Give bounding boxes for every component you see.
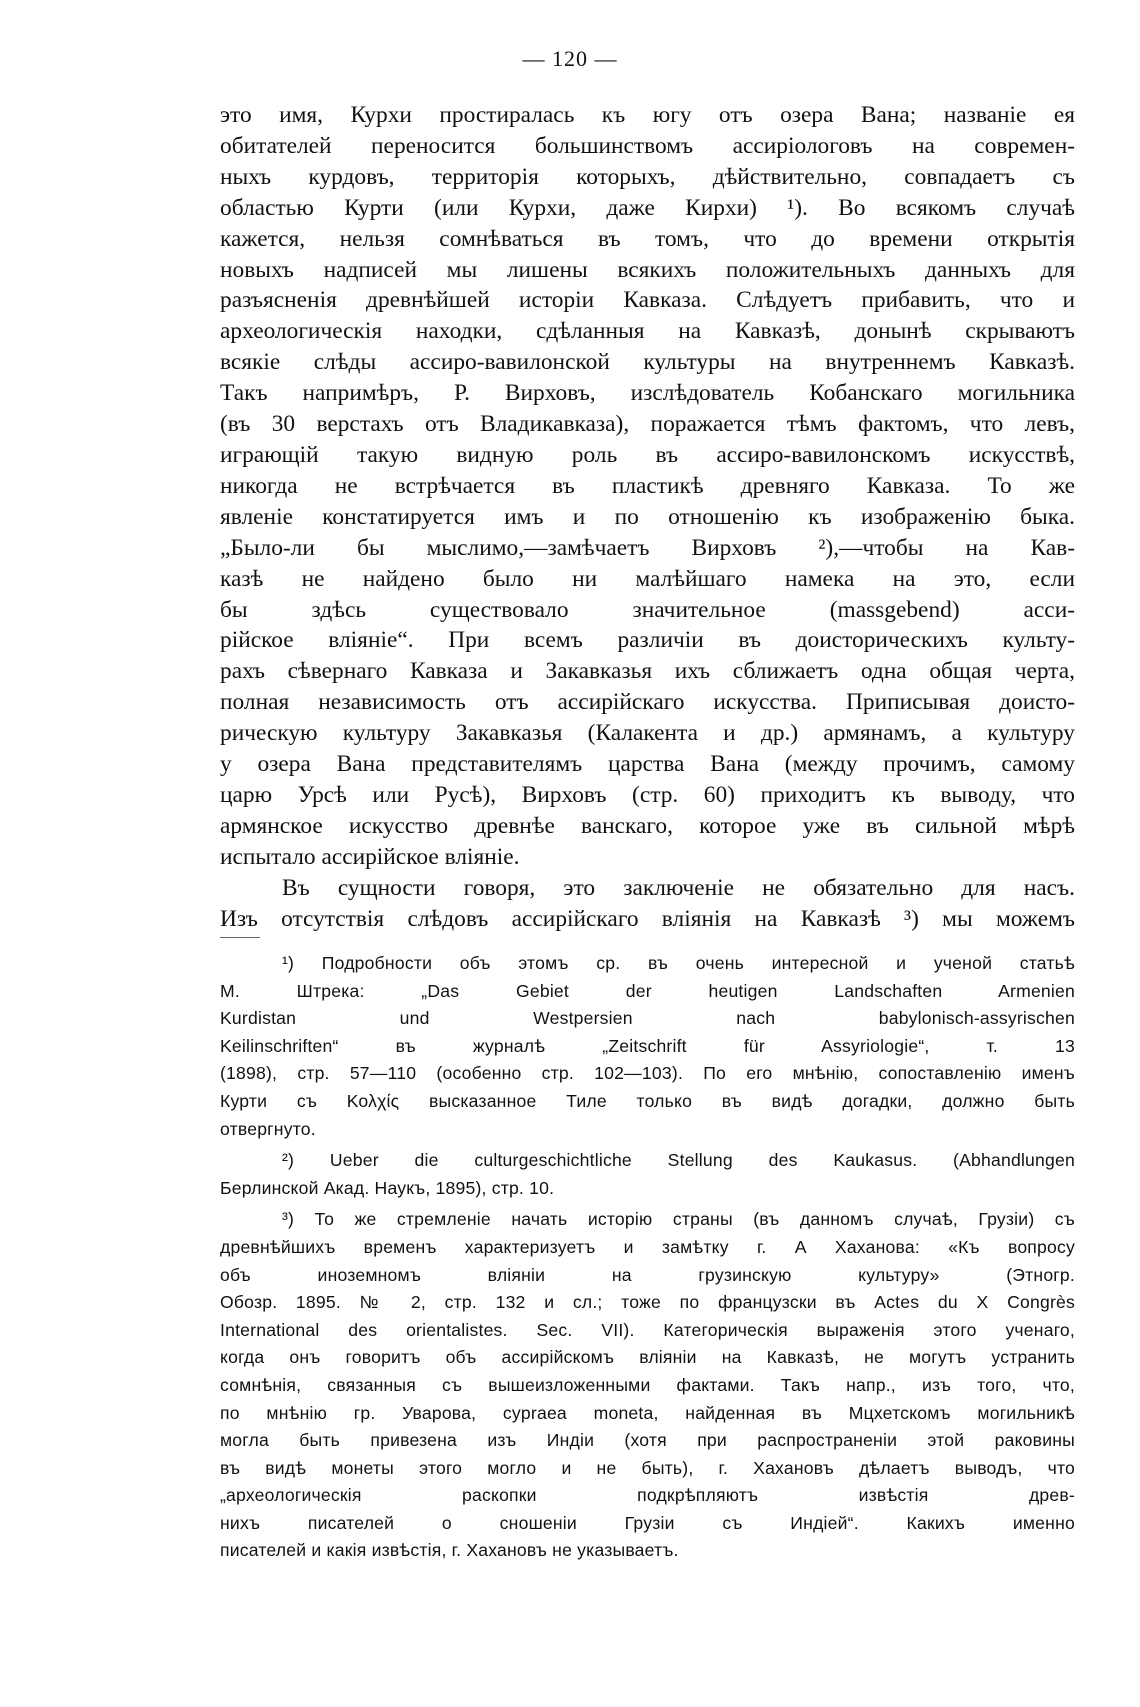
body-line: рахъ сѣвернаго Кавказа и Закавказья ихъ сближаетъ одна общая черта,: [220, 658, 1075, 685]
footnote-line: ²) Ueber die culturgeschichtliche Stellung des Kaukasus. (Abhandlungen: [282, 1150, 1075, 1171]
body-line: полная независимость отъ ассирійскаго искусства. Приписывая доисто-: [220, 689, 1075, 716]
body-line: „Было-ли бы мыслимо,—замѣчаетъ Вирховъ ²),—чтобы на Кав-: [220, 534, 1075, 561]
footnote-line: Обозр. 1895. № 2, стр. 132 и сл.; тоже по французски въ Actes du X Congrès: [220, 1292, 1075, 1313]
body-line: разъясненія древнѣйшей исторіи Кавказа. Слѣдуетъ прибавить, что и: [220, 287, 1075, 314]
body-line: явленіе констатируется имъ и по отношенію къ изображенію быка.: [220, 503, 1075, 530]
footnote-line: въ видѣ монеты этого могло и не быть), г. Хахановъ дѣлаетъ выводъ, что: [220, 1457, 1075, 1478]
footnote-line: „археологическія раскопки подкрѣпляютъ извѣстія древ-: [220, 1485, 1075, 1506]
body-line: это имя, Курхи простиралась къ югу отъ озера Вана; названіе ея: [220, 102, 1075, 128]
footnote-line: ¹) Подробности объ этомъ ср. въ очень интересной и ученой статьѣ: [282, 953, 1075, 973]
body-line: играющій такую видную роль въ ассиро-вавилонскомъ искусствѣ,: [220, 441, 1075, 468]
body-line: Такъ напримѣръ, Р. Вирховъ, изслѣдователь Кобанскаго могильника: [220, 380, 1075, 407]
footnote-line: Курти съ Κολχίς высказанное Тиле только въ видѣ догадки, должно быть: [220, 1090, 1075, 1111]
footnote-line: Keilinschriften“ въ журналѣ „Zeitschrift für Assyriologie“, т. 13: [220, 1035, 1075, 1056]
body-line: Въ сущности говоря, это заключеніе не обязательно для насъ.: [282, 874, 1075, 901]
footnote-line: могла быть привезена изъ Индіи (хотя при распространеніи этой раковины: [220, 1430, 1075, 1451]
body-line: новыхъ надписей мы лишены всякихъ положительныхъ данныхъ для: [220, 256, 1075, 283]
body-line: областью Курти (или Курхи, даже Кирхи) ¹). Во всякомъ случаѣ: [220, 194, 1075, 221]
body-line: армянское искусство древнѣе ванскаго, которое уже въ сильной мѣрѣ: [220, 812, 1075, 839]
footnote-line: Kurdistan und Westpersien nach babylonisch-assyrischen: [220, 1008, 1075, 1029]
footnote-line: по мнѣнію гр. Уварова, cypraea moneta, найденная въ Мцхетскомъ могильникѣ: [220, 1402, 1075, 1423]
page-number: — 120 —: [522, 46, 618, 71]
body-line: (въ 30 верстахъ отъ Владикавказа), поражается тѣмъ фактомъ, что левъ,: [220, 411, 1075, 438]
body-text: [220, 100, 1075, 934]
footnote-separator: [220, 937, 260, 938]
body-line: никогда не встрѣчается въ пластикѣ древняго Кавказа. То же: [220, 472, 1075, 499]
body-line: казѣ не найдено было ни малѣйшаго намека на это, если: [220, 565, 1075, 592]
footnote-line: когда онъ говоритъ объ ассирійскомъ вліяніи на Кавказѣ, не могутъ устранить: [220, 1347, 1075, 1368]
body-line: всякіе слѣды ассиро-вавилонской культуры на внутреннемъ Кавказѣ.: [220, 349, 1075, 376]
body-line: археологическія находки, сдѣланныя на Кавказѣ, донынѣ скрываютъ: [220, 318, 1075, 345]
body-line: Изъ отсутствія слѣдовъ ассирійскаго вліянія на Кавказѣ ³) мы можемъ: [220, 905, 1075, 932]
body-line: бы здѣсь существовало значительное (massgebend) асси-: [220, 596, 1075, 623]
footnote-line: сомнѣнія, связанныя съ вышеизложенными фактами. Такъ напр., изъ того, что,: [220, 1374, 1075, 1395]
body-line: испытало ассирійское вліяніе.: [220, 843, 520, 870]
footnote-line: нихъ писателей о сношеніи Грузіи съ Индіей“. Какихъ именно: [220, 1512, 1075, 1533]
footnote-line: объ иноземномъ вліяніи на грузинскую культуру» (Этногр.: [220, 1264, 1075, 1285]
body-line: царю Урсѣ или Русѣ), Вирховъ (стр. 60) приходитъ къ выводу, что: [220, 781, 1075, 808]
footnote-line: International des orientalistes. Sec. VII). Категорическія выраженія этого ученаго,: [220, 1319, 1075, 1340]
footnote-line: М. Штрека: „Das Gebiet der heutigen Landschaften Armenien: [220, 980, 1075, 1001]
footnote-line: (1898), стр. 57—110 (особенно стр. 102—103). По его мнѣнію, сопоставленію именъ: [220, 1063, 1075, 1084]
footnotes: [220, 950, 1075, 1565]
body-line: у озера Вана представителямъ царства Вана (между прочимъ, самому: [220, 751, 1075, 778]
body-line: обитателей переносится большинствомъ ассиріологовъ на современ-: [220, 132, 1075, 159]
footnote-line: писателей и какія извѣстія, г. Хахановъ не указываетъ.: [220, 1540, 679, 1561]
footnote-line: отвергнуто.: [220, 1118, 316, 1139]
footnote-line: Берлинской Акад. Наукъ, 1895), стр. 10.: [220, 1177, 555, 1198]
body-line: рійское вліяніе“. При всемъ различіи въ доисторическихъ культу-: [220, 627, 1075, 654]
body-line: ныхъ курдовъ, территорія которыхъ, дѣйствительно, совпадаетъ съ: [220, 163, 1075, 190]
body-line: рическую культуру Закавказья (Калакента и др.) армянамъ, а культуру: [220, 720, 1075, 747]
footnote-line: древнѣйшихъ временъ характеризуетъ и замѣтку г. А Хаханова: «Къ вопросу: [220, 1236, 1075, 1257]
body-line: кажется, нельзя сомнѣваться въ томъ, что до времени открытія: [220, 225, 1075, 252]
footnote-line: ³) То же стремленіе начать исторію страны (въ данномъ случаѣ, Грузіи) съ: [282, 1209, 1075, 1230]
